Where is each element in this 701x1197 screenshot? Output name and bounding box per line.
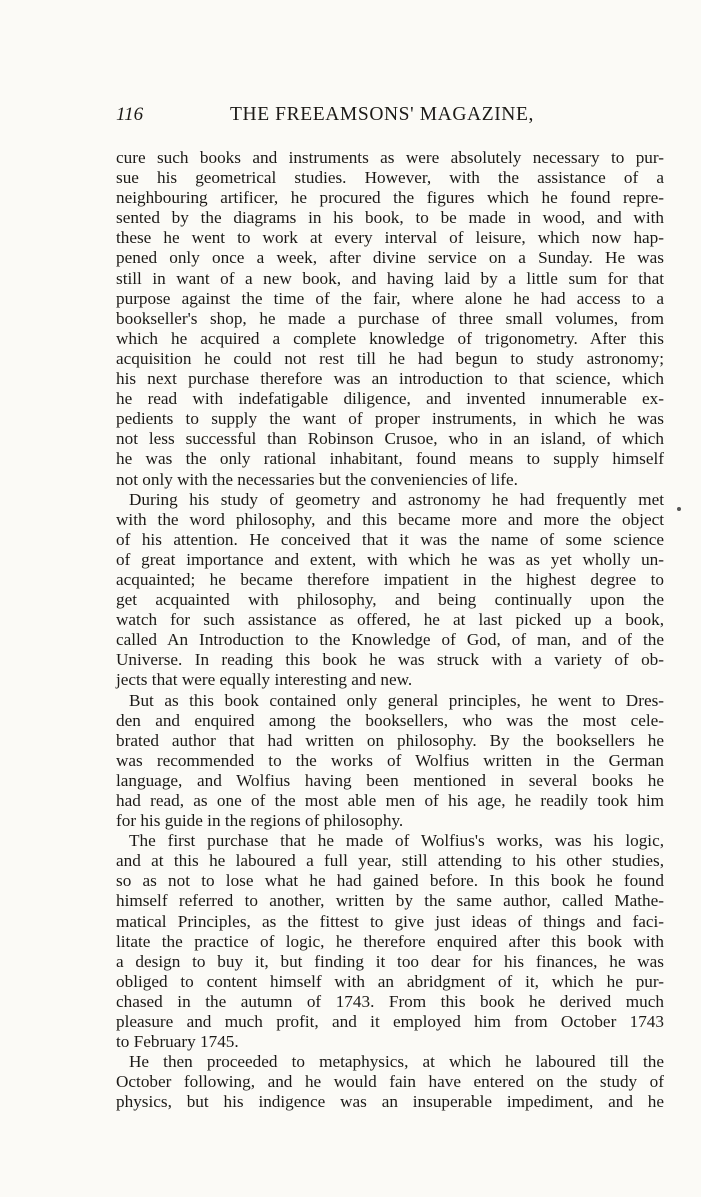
text-line: Universe. In reading this book he was struck with a variety of ob- [116,650,664,670]
text-line: for his guide in the regions of philosophy. [116,811,404,831]
page-number: 116 [116,104,144,125]
text-line: himself referred to another, written by the same author, called Mathe- [116,891,664,911]
text-line: these he went to work at every interval of leisure, which now hap- [116,228,664,248]
text-line: But as this book contained only general principles, he went to Dres- [129,690,664,710]
text-line: jects that were equally interesting and new. [116,670,413,690]
text-line: October following, and he would fain have entered on the study of [116,1072,664,1092]
text-line: still in want of a new book, and having laid by a little sum for that [116,268,664,288]
text-line: he read with indefatigable diligence, and invented innumerable ex- [116,389,664,409]
text-line: a design to buy it, but finding it too dear for his finances, he was [116,951,664,971]
text-line: During his study of geometry and astronomy he had frequently met [129,489,664,509]
running-title: THE FREEAMSONS' MAGAZINE, [230,104,534,125]
text-line: sented by the diagrams in his book, to be made in wood, and with [116,208,664,228]
text-line: had read, as one of the most able men of his age, he readily took him [116,791,664,810]
text-line: of his attention. He conceived that it was the name of some science [116,529,664,549]
text-line: purpose against the time of the fair, where alone he had access to a [116,288,664,308]
text-line: not only with the necessaries but the conveniencies of life. [116,469,518,489]
text-line: to February 1745. [116,1032,239,1052]
margin-dot [677,507,681,511]
text-line: watch for such assistance as offered, he at last picked up a book, [116,610,664,630]
text-line: He then proceeded to metaphysics, at which he laboured till the [129,1052,664,1072]
text-line: called An Introduction to the Knowledge of God, of man, and of the [116,630,664,650]
text-line: The first purchase that he made of Wolfius's works, was his logic, [129,831,664,851]
text-line: get acquainted with philosophy, and being continually upon the [116,590,664,610]
text-line: cure such books and instruments as were absolutely necessary to pur- [116,148,664,167]
text-line: sue his geometrical studies. However, with the assistance of a [116,168,664,188]
text-line: and at this he laboured a full year, still attending to his other studies, [116,851,664,871]
text-line: obliged to content himself with an abridgment of it, which he pur- [116,971,664,991]
text-line: his next purchase therefore was an introduction to that science, which [116,369,664,389]
text-line: pedients to supply the want of proper instruments, in which he was [116,409,664,429]
text-line: of great importance and extent, with which he was as yet wholly un- [116,549,664,569]
text-line: pened only once a week, after divine service on a Sunday. He was [116,248,664,268]
text-line: matical Principles, as the fittest to give just ideas of things and faci- [116,911,664,931]
text-line: acquainted; he became therefore impatient in the highest degree to [116,569,664,589]
text-line: with the word philosophy, and this became more and more the object [116,509,664,529]
text-line: bookseller's shop, he made a purchase of three small volumes, from [116,308,664,328]
text-line: physics, but his indigence was an insuperable impediment, and he [116,1092,664,1112]
page-header [116,104,662,134]
text-line: chased in the autumn of 1743. From this book he derived much [116,991,664,1011]
text-line: he was the only rational inhabitant, found means to supply himself [116,449,664,469]
text-line: pleasure and much profit, and it employed him from October 1743 [116,1012,664,1032]
text-line: den and enquired among the booksellers, who was the most cele- [116,710,664,730]
text-line: language, and Wolfius having been mentioned in several books he [116,770,664,790]
text-line: brated author that had written on philosophy. By the booksellers he [116,730,664,750]
body-text [116,148,664,1113]
text-line: neighbouring artificer, he procured the figures which he found repre- [116,188,664,208]
text-line: which he acquired a complete knowledge of trigonometry. After this [116,328,664,348]
text-line: was recommended to the works of Wolfius written in the German [116,750,664,770]
text-line: litate the practice of logic, he therefore enquired after this book with [116,931,664,951]
text-line: not less successful than Robinson Crusoe, who in an island, of which [116,429,664,449]
text-line: acquisition he could not rest till he had begun to study astronomy; [116,348,664,368]
text-line: so as not to lose what he had gained before. In this book he found [116,871,664,891]
